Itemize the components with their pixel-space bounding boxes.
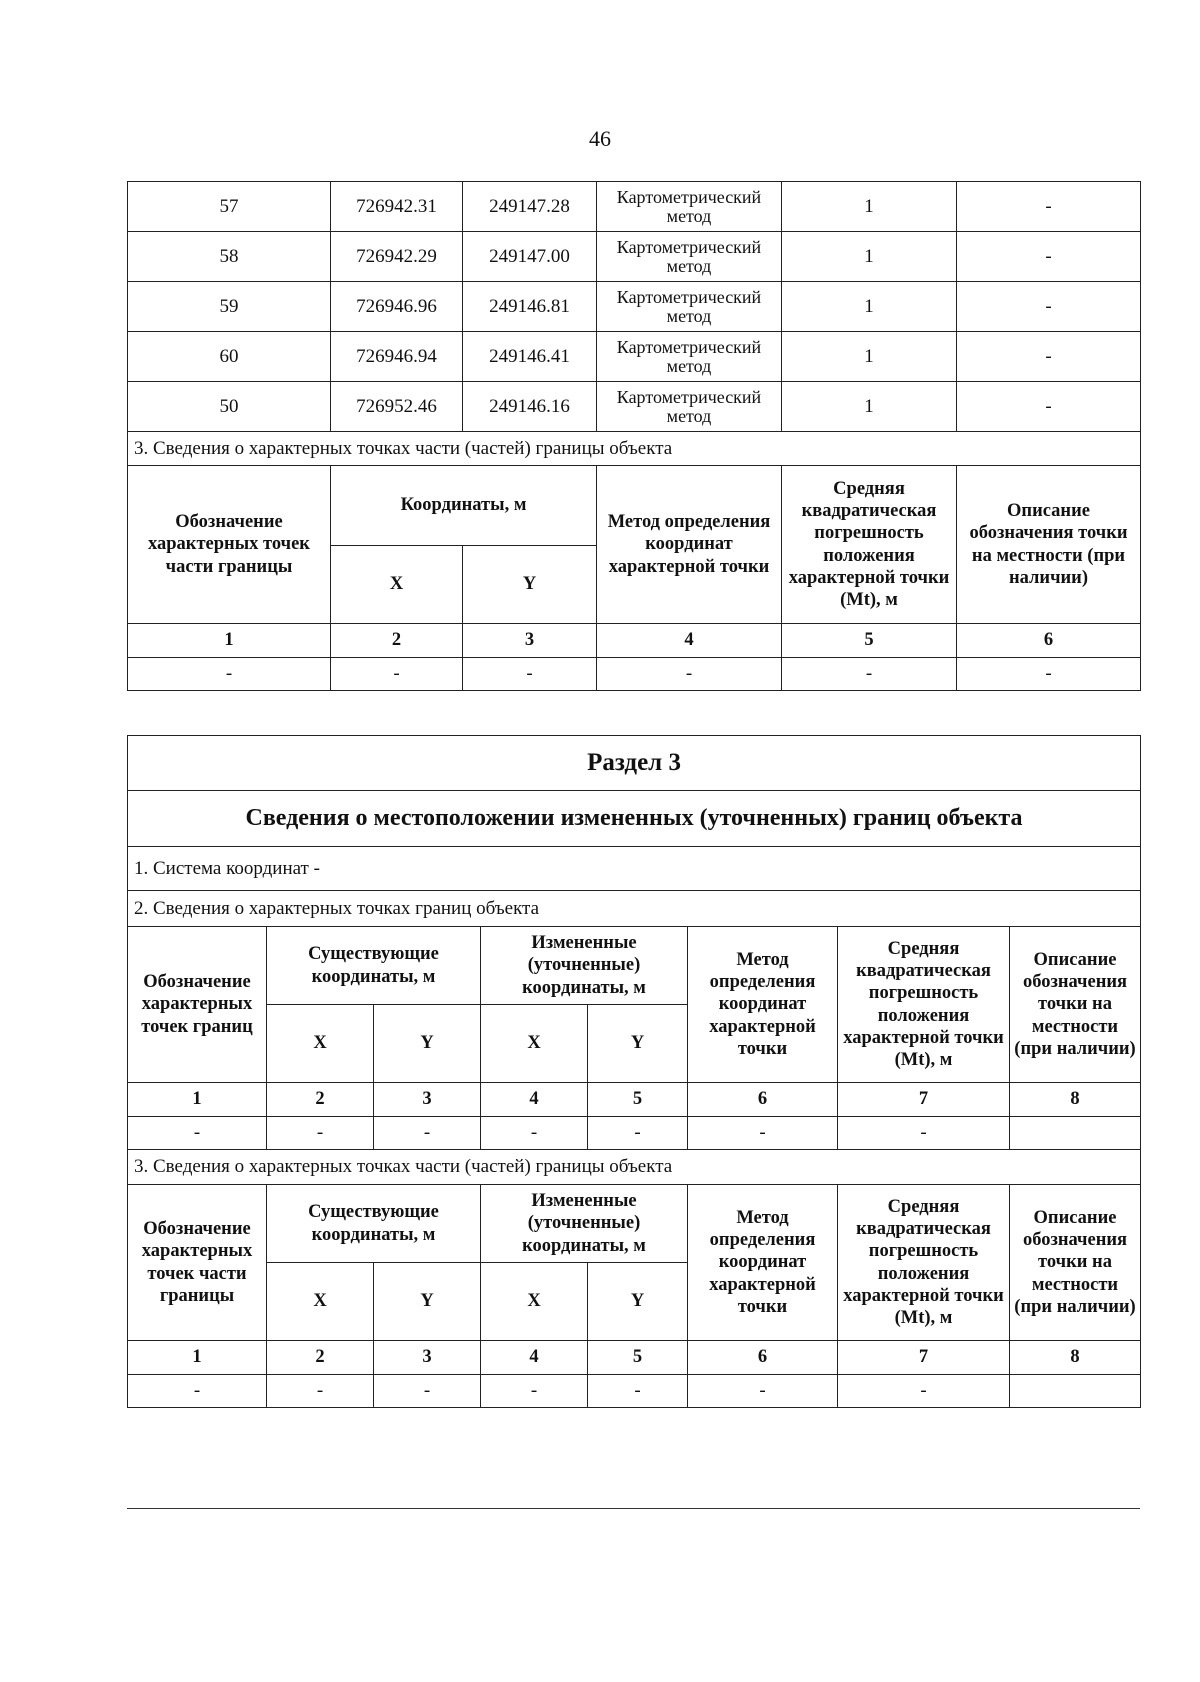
- section-title: Раздел 3: [128, 736, 1141, 791]
- description-cell: -: [957, 182, 1141, 232]
- parts-title: 3. Сведения о характерных точках части (частей) границы объекта: [128, 1150, 1141, 1185]
- header-existing-coordinates: Существующие координаты, м: [267, 927, 481, 1005]
- point-cell: 59: [128, 282, 331, 332]
- cell: -: [128, 1117, 267, 1150]
- cell: -: [588, 1375, 688, 1408]
- header-y: Y: [463, 546, 597, 624]
- column-number: 1: [128, 1341, 267, 1375]
- column-number: 6: [688, 1341, 838, 1375]
- cell: -: [838, 1375, 1010, 1408]
- column-number: 2: [331, 624, 463, 658]
- column-number: 6: [957, 624, 1141, 658]
- point-cell: 58: [128, 232, 331, 282]
- column-numbers-row: [128, 624, 1141, 658]
- y-cell: 249146.16: [463, 382, 597, 432]
- header-designation: Обозначение характерных точек части границы: [128, 1185, 267, 1341]
- column-number: 2: [267, 1341, 374, 1375]
- cell: -: [128, 658, 331, 691]
- x-cell: 726946.94: [331, 332, 463, 382]
- column-numbers-row: [128, 1341, 1141, 1375]
- method-cell: [597, 182, 782, 232]
- method-cell: [597, 382, 782, 432]
- header-existing-coordinates: Существующие координаты, м: [267, 1185, 481, 1263]
- cell: -: [838, 1117, 1010, 1150]
- point-cell: 57: [128, 182, 331, 232]
- cell: -: [267, 1375, 374, 1408]
- cell: -: [128, 1375, 267, 1408]
- method-cell: [597, 232, 782, 282]
- table-row: [128, 182, 1141, 232]
- method-line: метод: [666, 305, 712, 326]
- header-x: X: [267, 1263, 374, 1341]
- column-number: 5: [588, 1083, 688, 1117]
- cell: -: [957, 658, 1141, 691]
- header-error: Средняя квадратическая погрешность положения характерной точки (Mt), м: [782, 466, 957, 624]
- footer-divider: [127, 1508, 1140, 1509]
- column-number: 8: [1010, 1341, 1141, 1375]
- column-number: 3: [374, 1083, 481, 1117]
- cell: [1010, 1117, 1141, 1150]
- column-number: 5: [588, 1341, 688, 1375]
- column-number: 4: [597, 624, 782, 658]
- header-error: Средняя квадратическая погрешность положения характерной точки (Mt), м: [838, 1185, 1010, 1341]
- column-number: 4: [481, 1341, 588, 1375]
- method-line: метод: [666, 405, 712, 426]
- y-cell: 249146.41: [463, 332, 597, 382]
- method-line: метод: [666, 255, 712, 276]
- mt-cell: 1: [782, 182, 957, 232]
- description-cell: -: [957, 232, 1141, 282]
- header-description: Описание обозначения точки на местности (при наличии): [1010, 1185, 1141, 1341]
- header-x: X: [481, 1005, 588, 1083]
- boundary-points-table: [127, 181, 1141, 691]
- cell: -: [688, 1375, 838, 1408]
- column-number: 1: [128, 1083, 267, 1117]
- cell: -: [481, 1117, 588, 1150]
- column-number: 3: [463, 624, 597, 658]
- method-cell: [597, 282, 782, 332]
- page-number: 46: [589, 126, 611, 151]
- x-cell: 726946.96: [331, 282, 463, 332]
- header-method: Метод определения координат характерной точки: [688, 927, 838, 1083]
- cell: -: [374, 1117, 481, 1150]
- column-number: 2: [267, 1083, 374, 1117]
- header-coordinates: Координаты, м: [331, 466, 597, 546]
- description-cell: -: [957, 332, 1141, 382]
- x-cell: 726952.46: [331, 382, 463, 432]
- empty-row: [128, 1117, 1141, 1150]
- cell: -: [463, 658, 597, 691]
- boundary-points-rows: [128, 182, 1141, 432]
- header-y: Y: [588, 1263, 688, 1341]
- table-row: [128, 282, 1141, 332]
- empty-row: [128, 658, 1141, 691]
- cell: [1010, 1375, 1141, 1408]
- header-y: Y: [374, 1263, 481, 1341]
- cell: -: [267, 1117, 374, 1150]
- point-cell: 50: [128, 382, 331, 432]
- column-number: 1: [128, 624, 331, 658]
- cell: -: [588, 1117, 688, 1150]
- section-3-table: [127, 735, 1141, 1408]
- header-method: Метод определения координат характерной точки: [597, 466, 782, 624]
- column-number: 4: [481, 1083, 588, 1117]
- method-line: Картометрический: [616, 336, 762, 357]
- method-line: Картометрический: [616, 386, 762, 407]
- column-number: 7: [838, 1083, 1010, 1117]
- column-number: 5: [782, 624, 957, 658]
- section-subtitle: Сведения о местоположении измененных (уточненных) границ объекта: [128, 791, 1141, 847]
- header-x: X: [331, 546, 463, 624]
- cell: -: [374, 1375, 481, 1408]
- cell: -: [481, 1375, 588, 1408]
- cell: -: [331, 658, 463, 691]
- cell: -: [597, 658, 782, 691]
- header-changed-coordinates: Измененные (уточненные) координаты, м: [481, 927, 688, 1005]
- subsection-title: 3. Сведения о характерных точках части (частей) границы объекта: [128, 432, 1141, 466]
- method-line: метод: [666, 355, 712, 376]
- coordinate-system: 1. Система координат -: [128, 847, 1141, 891]
- column-number: 3: [374, 1341, 481, 1375]
- table-row: [128, 382, 1141, 432]
- column-number: 6: [688, 1083, 838, 1117]
- y-cell: 249147.00: [463, 232, 597, 282]
- method-line: Картометрический: [616, 236, 762, 257]
- y-cell: 249146.81: [463, 282, 597, 332]
- x-cell: 726942.31: [331, 182, 463, 232]
- table-row: [128, 332, 1141, 382]
- method-line: Картометрический: [616, 186, 762, 207]
- table-row: [128, 232, 1141, 282]
- header-designation: Обозначение характерных точек границ: [128, 927, 267, 1083]
- mt-cell: 1: [782, 282, 957, 332]
- header-description: Описание обозначения точки на местности (при наличии): [957, 466, 1141, 624]
- mt-cell: 1: [782, 332, 957, 382]
- header-y: Y: [588, 1005, 688, 1083]
- method-line: метод: [666, 205, 712, 226]
- empty-row: [128, 1375, 1141, 1408]
- column-number: 8: [1010, 1083, 1141, 1117]
- y-cell: 249147.28: [463, 182, 597, 232]
- mt-cell: 1: [782, 232, 957, 282]
- header-error: Средняя квадратическая погрешность положения характерной точки (Mt), м: [838, 927, 1010, 1083]
- cell: -: [782, 658, 957, 691]
- header-description: Описание обозначения точки на местности (при наличии): [1010, 927, 1141, 1083]
- point-cell: 60: [128, 332, 331, 382]
- x-cell: 726942.29: [331, 232, 463, 282]
- column-number: 7: [838, 1341, 1010, 1375]
- header-designation: Обозначение характерных точек части границы: [128, 466, 331, 624]
- description-cell: -: [957, 282, 1141, 332]
- header-y: Y: [374, 1005, 481, 1083]
- header-x: X: [267, 1005, 374, 1083]
- description-cell: -: [957, 382, 1141, 432]
- header-changed-coordinates: Измененные (уточненные) координаты, м: [481, 1185, 688, 1263]
- method-cell: [597, 332, 782, 382]
- mt-cell: 1: [782, 382, 957, 432]
- header-method: Метод определения координат характерной точки: [688, 1185, 838, 1341]
- column-numbers-row: [128, 1083, 1141, 1117]
- points-title: 2. Сведения о характерных точках границ объекта: [128, 891, 1141, 927]
- header-x: X: [481, 1263, 588, 1341]
- method-line: Картометрический: [616, 286, 762, 307]
- cell: -: [688, 1117, 838, 1150]
